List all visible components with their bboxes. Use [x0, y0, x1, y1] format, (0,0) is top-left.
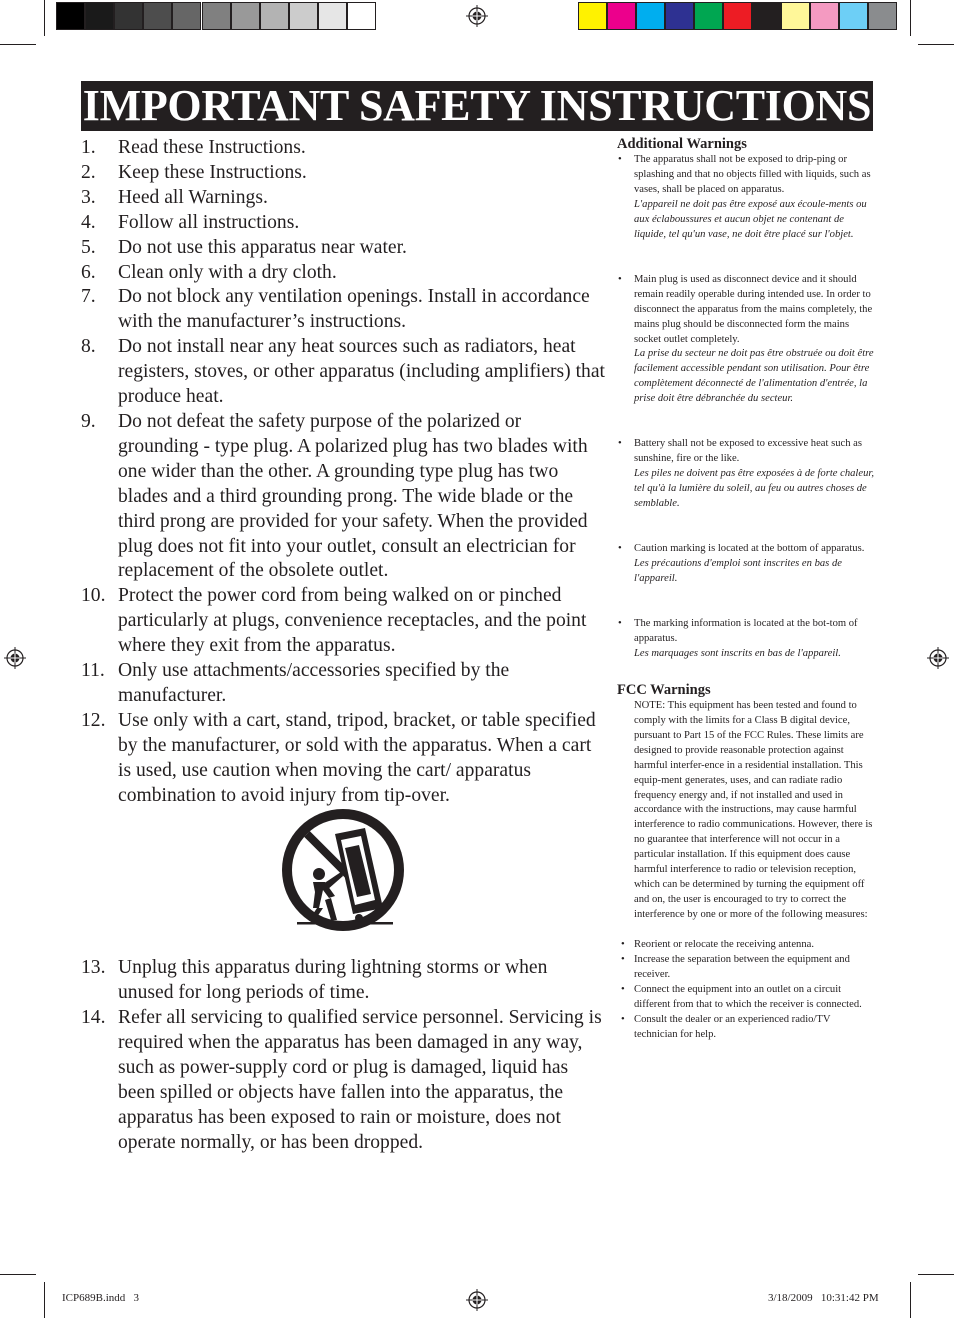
crop-mark-top-left-v: [44, 0, 45, 36]
fcc-note: NOTE: This equipment has been tested and found to comply with the limits for a Class B digital device, pursuant to Part 15 of the FCC Rules. These limits are designed to provide reasonable protection against harmful interfer-ence in a residential installation. This equip-ment generates, uses, and can radiate radio frequency energy and, if not installed and used in accordance with the instructions, may cause harmful interference to radio communications. However, there is no guarantee that interference will not occur in a particular installation. If this equipment does cause harmful interference to radio or television reception, which can be determined by turning the equipment off and on, the user is encouraged to try to correct the interference by one or more of the following measures:: [634, 699, 873, 921]
instruction-number: 12.: [81, 709, 106, 731]
instruction-text: Unplug this apparatus during lightning storms or when unused for long periods of time.: [118, 957, 548, 1004]
gray-swatch: [289, 2, 318, 30]
fcc-measure-item: [617, 953, 875, 983]
instruction-item: [81, 211, 605, 236]
page-title: IMPORTANT SAFETY INSTRUCTIONS: [82, 81, 872, 130]
safety-instructions-list: [81, 136, 605, 1156]
instruction-number: 9.: [81, 410, 96, 432]
warning-text-fr: Les précautions d'emploi sont inscrites en bas de l'appareil.: [634, 558, 842, 584]
fcc-warnings-heading: FCC Warnings: [617, 681, 711, 698]
bullet-icon: •: [621, 1013, 625, 1025]
gray-swatch: [318, 2, 347, 30]
crop-mark-bottom-right-v: [910, 1282, 911, 1318]
instruction-text: Refer all servicing to qualified service personnel. Servicing is required when the apparatus has been damaged in any way, such as power-supply cord or plug is damaged, liquid has been spilled or objects have fallen into the apparatus, the apparatus has been exposed to rain or moisture, does not operate normally, or has been dropped.: [118, 1007, 602, 1153]
warning-text-en: Caution marking is located at the bottom of apparatus.: [634, 543, 865, 555]
instruction-text: Keep these Instructions.: [118, 161, 307, 183]
registration-mark-icon: [927, 647, 949, 669]
fcc-measures-list: [617, 938, 875, 1043]
bullet-icon: •: [621, 983, 625, 995]
warning-text-en: Battery shall not be exposed to excessive heat such as sunshine, fire or the like.: [634, 438, 862, 465]
color-swatch: [839, 2, 868, 30]
color-swatch: [636, 2, 665, 30]
footer-datetime: 3/18/2009 10:31:42 PM: [768, 1292, 879, 1304]
warning-item: [617, 617, 875, 662]
warning-item: [617, 437, 875, 512]
instruction-text: Clean only with a dry cloth.: [118, 261, 337, 283]
warning-text-fr: L'appareil ne doit pas être exposé aux écoule-ments ou aux éclaboussures et aucun objet ne contenant de liquide, tel qu'un vase, ne doit être placé sur l'objet.: [634, 198, 867, 240]
instruction-item: [81, 186, 605, 211]
instruction-number: 5.: [81, 236, 96, 258]
instruction-number: 4.: [81, 211, 96, 233]
instruction-text: Protect the power cord from being walked on or pinched particularly at plugs, convenience receptacles, and the point where they exit from the apparatus.: [118, 585, 587, 657]
warning-item: [617, 153, 875, 243]
color-swatch: [723, 2, 752, 30]
registration-mark-icon: [466, 1289, 488, 1311]
gray-swatch: [231, 2, 260, 30]
warning-text-en: The marking information is located at the bot-tom of apparatus.: [634, 617, 858, 644]
instruction-text: Heed all Warnings.: [118, 186, 268, 208]
right-column: [617, 136, 875, 1043]
gray-swatch: [347, 2, 376, 30]
crop-mark-bottom-right-h: [918, 1274, 954, 1275]
color-swatch: [665, 2, 694, 30]
registration-mark-icon: [466, 5, 488, 27]
instruction-number: 2.: [81, 161, 96, 183]
bullet-icon: •: [618, 617, 622, 629]
fcc-measure-item: [617, 1013, 875, 1043]
crop-mark-top-right-v: [910, 0, 911, 36]
crop-mark-bottom-left-v: [44, 1282, 45, 1318]
instruction-text: Follow all instructions.: [118, 211, 300, 233]
gray-swatch: [202, 2, 231, 30]
instruction-text: Do not use this apparatus near water.: [118, 236, 407, 258]
instruction-item: [81, 285, 605, 335]
crop-mark-top-right-h: [918, 44, 954, 45]
gray-swatch: [172, 2, 201, 30]
instruction-number: 14.: [81, 1007, 106, 1029]
instruction-item: [81, 956, 605, 1006]
instruction-number: 11.: [81, 660, 105, 682]
color-swatch: [810, 2, 839, 30]
warning-text-fr: Les piles ne doivent pas être exposées à de forte chaleur, tel qu'à la lumière du soleil, au feu ou autres choses de semblable.: [634, 468, 874, 510]
instruction-item: [81, 335, 605, 410]
instruction-number: 6.: [81, 261, 96, 283]
fcc-measure-item: [617, 983, 875, 1013]
instruction-item: [81, 236, 605, 261]
instruction-item: [81, 659, 605, 709]
instruction-text: Use only with a cart, stand, tripod, bracket, or table specified by the manufacturer, or sold with the apparatus. When a cart is used, use caution when moving the cart/ apparatus combination to avoid injury from tip-over.: [118, 709, 596, 806]
gray-swatch: [114, 2, 143, 30]
instruction-item: [81, 161, 605, 186]
instruction-number: 7.: [81, 286, 96, 308]
color-swatch: [694, 2, 723, 30]
instruction-item: [81, 709, 605, 809]
footer-file-name: ICP689B.indd 3: [62, 1292, 140, 1304]
gray-swatch: [85, 2, 114, 30]
warning-text-fr: Les marquages sont inscrits en bas de l'appareil.: [634, 647, 841, 659]
cart-tip-over-warning-icon: [279, 808, 407, 936]
warning-text-fr: La prise du secteur ne doit pas être obstruée ou doit être facilement accessible pendant son utilisation. Pour être complètement déconnecté de l'alimentation d'entrée, la prise doit être débranchée du secteur.: [634, 348, 874, 405]
instruction-text: Do not block any ventilation openings. Install in accordance with the manufacturer’s instructions.: [118, 286, 590, 333]
instruction-item: [81, 1006, 605, 1155]
additional-warnings-list: [617, 153, 875, 662]
fcc-measure-text: Connect the equipment into an outlet on a circuit different from that to which the receiver is connected.: [634, 983, 862, 1010]
instruction-number: 8.: [81, 336, 96, 358]
instruction-item: [81, 136, 605, 161]
color-swatch: [578, 2, 607, 30]
color-swatch: [607, 2, 636, 30]
warning-text-en: Main plug is used as disconnect device and it should remain readily operable during intended use. In order to disconnect the apparatus from the mains completely, the mains plug should be disconnected form the mains socket outlet completely.: [634, 273, 873, 345]
instruction-text: Do not install near any heat sources such as radiators, heat registers, stoves, or other apparatus (including amplifiers) that produce heat.: [118, 336, 605, 408]
registration-mark-icon: [4, 647, 26, 669]
instruction-number: 13.: [81, 957, 106, 979]
color-swatch: [752, 2, 781, 30]
fcc-measure-text: Reorient or relocate the receiving antenna.: [634, 939, 815, 951]
warning-text-en: The apparatus shall not be exposed to drip-ping or splashing and that no objects filled with liquids, such as vases, shall be placed on apparatus.: [634, 154, 871, 195]
color-swatch: [781, 2, 810, 30]
instruction-text: Do not defeat the safety purpose of the polarized or grounding - type plug. A polarized plug has two blades with one wider than the other. A grounding type plug has two blades and a third grounding prong. The wide blade or the third prong are provided for your safety. When the provided plug does not fit into your outlet, consult an electrician for replacement of the obsolete outlet.: [118, 410, 588, 582]
fcc-measure-text: Consult the dealer or an experienced radio/TV technician for help.: [634, 1013, 831, 1040]
instruction-item: [81, 584, 605, 659]
fcc-measure-text: Increase the separation between the equipment and receiver.: [634, 954, 850, 980]
instruction-text: Read these Instructions.: [118, 137, 306, 158]
instruction-text: Only use attachments/accessories specified by the manufacturer.: [118, 660, 510, 706]
bullet-icon: •: [618, 273, 622, 285]
fcc-measure-item: [617, 938, 875, 953]
warning-item: [617, 273, 875, 408]
gray-swatch: [56, 2, 85, 30]
instruction-number: 10.: [81, 585, 106, 607]
bullet-icon: •: [621, 954, 625, 966]
title-banner: [81, 81, 873, 131]
instruction-number: 1.: [81, 137, 96, 158]
gray-swatch: [143, 2, 172, 30]
color-swatch: [868, 2, 897, 30]
bullet-icon: •: [618, 543, 622, 555]
gray-swatch: [260, 2, 289, 30]
crop-mark-bottom-left-h: [0, 1274, 36, 1275]
warning-item: [617, 542, 875, 587]
additional-warnings-heading: Additional Warnings: [617, 136, 747, 152]
bullet-icon: •: [618, 438, 622, 450]
instruction-item: [81, 410, 605, 584]
instruction-item: [81, 261, 605, 286]
crop-mark-top-left-h: [0, 44, 36, 45]
instruction-number: 3.: [81, 186, 96, 208]
bullet-icon: •: [618, 154, 622, 165]
bullet-icon: •: [621, 939, 625, 951]
